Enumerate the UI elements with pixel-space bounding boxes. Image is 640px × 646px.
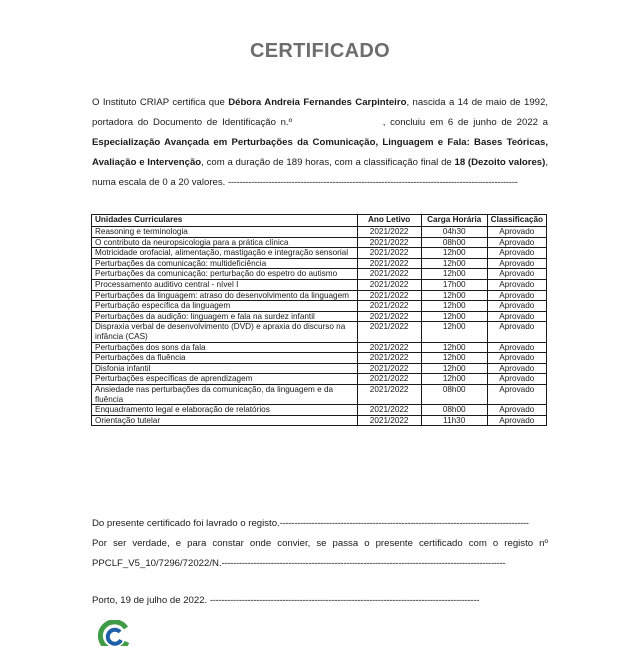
workload: 11h30 bbox=[421, 415, 487, 426]
table-row bbox=[92, 322, 547, 342]
academic-year: 2021/2022 bbox=[357, 363, 421, 374]
classification: Aprovado bbox=[487, 237, 546, 248]
unit-name: Perturbações da linguagem: atraso do desenvolvimento da linguagem bbox=[92, 290, 358, 301]
academic-year: 2021/2022 bbox=[357, 415, 421, 426]
date-place-text: Porto, 19 de julho de 2022. bbox=[92, 595, 210, 606]
academic-year: 2021/2022 bbox=[357, 248, 421, 259]
academic-year: 2021/2022 bbox=[357, 301, 421, 312]
classification: Aprovado bbox=[487, 384, 546, 404]
intro-text-3: , concluiu em 6 de junho de 2022 a bbox=[382, 117, 548, 128]
table-row bbox=[92, 363, 547, 374]
registration-dashes: -------------------------------------------------------------------------------------- bbox=[279, 518, 529, 529]
course-name: Especialização Avançada em Perturbações da Comunicação, Linguagem e Fala: Bases Teóricas, Avaliação e Intervenção bbox=[92, 137, 548, 168]
header-classification: Classificação bbox=[487, 215, 546, 227]
classification: Aprovado bbox=[487, 258, 546, 269]
academic-year: 2021/2022 bbox=[357, 322, 421, 342]
classification: Aprovado bbox=[487, 342, 546, 353]
workload: 04h30 bbox=[421, 227, 487, 238]
classification: Aprovado bbox=[487, 363, 546, 374]
academic-year: 2021/2022 bbox=[357, 290, 421, 301]
date-place bbox=[92, 591, 548, 611]
unit-name: O contributo da neuropsicologia para a prática clínica bbox=[92, 237, 358, 248]
unit-name: Ansiedade nas perturbações da comunicação, da linguagem e da fluência bbox=[92, 384, 358, 404]
curricular-units-table bbox=[91, 214, 547, 426]
table-row bbox=[92, 342, 547, 353]
date-dashes: --------------------------------------------------------------------------------------------- bbox=[209, 595, 480, 606]
unit-name: Reasoning e terminologia bbox=[92, 227, 358, 238]
academic-year: 2021/2022 bbox=[357, 227, 421, 238]
unit-name: Perturbações da comunicação: multideficiência bbox=[92, 258, 358, 269]
registration-text: Do presente certificado foi lavrado o registo. bbox=[92, 518, 280, 529]
certificate-statement bbox=[92, 93, 548, 193]
table-row bbox=[92, 353, 547, 364]
academic-year: 2021/2022 bbox=[357, 384, 421, 404]
table-row bbox=[92, 237, 547, 248]
classification: Aprovado bbox=[487, 353, 546, 364]
unit-name: Perturbações dos sons da fala bbox=[92, 342, 358, 353]
academic-year: 2021/2022 bbox=[357, 269, 421, 280]
workload: 08h00 bbox=[421, 405, 487, 416]
table-row bbox=[92, 227, 547, 238]
unit-name: Perturbações específicas de aprendizagem bbox=[92, 374, 358, 385]
academic-year: 2021/2022 bbox=[357, 405, 421, 416]
table-row bbox=[92, 279, 547, 290]
workload: 12h00 bbox=[421, 374, 487, 385]
workload: 12h00 bbox=[421, 290, 487, 301]
academic-year: 2021/2022 bbox=[357, 374, 421, 385]
unit-name: Processamento auditivo central - nível I bbox=[92, 279, 358, 290]
table-header-row bbox=[92, 215, 547, 227]
workload: 08h00 bbox=[421, 384, 487, 404]
classification: Aprovado bbox=[487, 311, 546, 322]
classification: Aprovado bbox=[487, 227, 546, 238]
certificate-title: CERTIFICADO bbox=[250, 40, 390, 62]
attestation-statement bbox=[92, 534, 548, 574]
table-body bbox=[92, 227, 547, 426]
table-row bbox=[92, 374, 547, 385]
unit-name: Perturbações da audição: linguagem e fala na surdez infantil bbox=[92, 311, 358, 322]
workload: 12h00 bbox=[421, 322, 487, 342]
classification: Aprovado bbox=[487, 415, 546, 426]
academic-year: 2021/2022 bbox=[357, 258, 421, 269]
table-row bbox=[92, 405, 547, 416]
classification: Aprovado bbox=[487, 301, 546, 312]
unit-name: Perturbações da comunicação: perturbação do espetro do autismo bbox=[92, 269, 358, 280]
intro-text-2: , nascida a 14 de maio de 1992, portadora do Documento de Identificação n.º bbox=[92, 97, 549, 128]
header-units: Unidades Curriculares bbox=[92, 215, 358, 227]
intro-text-1: O Instituto CRIAP certifica que bbox=[92, 97, 229, 108]
workload: 08h00 bbox=[421, 237, 487, 248]
table-row bbox=[92, 258, 547, 269]
table-row bbox=[92, 415, 547, 426]
unit-name: Motricidade orofacial, alimentação, mastigação e integração sensorial bbox=[92, 248, 358, 259]
registration-statement bbox=[92, 514, 548, 534]
intro-text-4: , com a duração de 189 horas, com a classificação final de bbox=[201, 157, 455, 168]
intro-dashes: ---------------------------------------------------------------------------------------------------- bbox=[228, 177, 518, 188]
unit-name: Enquadramento legal e elaboração de relatórios bbox=[92, 405, 358, 416]
table-row bbox=[92, 248, 547, 259]
academic-year: 2021/2022 bbox=[357, 237, 421, 248]
unit-name: Perturbação específica da linguagem bbox=[92, 301, 358, 312]
table-row bbox=[92, 269, 547, 280]
workload: 12h00 bbox=[421, 353, 487, 364]
attestation-dashes: -------------------------------------------------------------------------------------------------- bbox=[221, 558, 506, 569]
classification: Aprovado bbox=[487, 248, 546, 259]
classification: Aprovado bbox=[487, 405, 546, 416]
classification: Aprovado bbox=[487, 279, 546, 290]
workload: 12h00 bbox=[421, 301, 487, 312]
unit-name: Dispraxia verbal de desenvolvimento (DVD) e apraxia do discurso na infância (CAS) bbox=[92, 322, 358, 342]
classification: Aprovado bbox=[487, 269, 546, 280]
table-row bbox=[92, 301, 547, 312]
classification: Aprovado bbox=[487, 290, 546, 301]
header-year: Ano Letivo bbox=[357, 215, 421, 227]
workload: 12h00 bbox=[421, 342, 487, 353]
unit-name: Perturbações da fluência bbox=[92, 353, 358, 364]
holder-name: Débora Andreia Fernandes Carpinteiro bbox=[228, 97, 407, 108]
header-hours: Carga Horária bbox=[421, 215, 487, 227]
workload: 12h00 bbox=[421, 258, 487, 269]
table-row bbox=[92, 384, 547, 404]
classification: Aprovado bbox=[487, 322, 546, 342]
attestation-text: Por ser verdade, e para constar onde convier, se passa o presente certificado com o registo nº PPCLF_V5_10/7296/72022/N. bbox=[92, 538, 548, 569]
academic-year: 2021/2022 bbox=[357, 342, 421, 353]
workload: 12h00 bbox=[421, 248, 487, 259]
unit-name: Disfonia infantil bbox=[92, 363, 358, 374]
table-row bbox=[92, 311, 547, 322]
criap-logo-icon bbox=[96, 620, 130, 646]
final-grade: 18 (Dezoito valores) bbox=[454, 157, 546, 168]
academic-year: 2021/2022 bbox=[357, 353, 421, 364]
workload: 12h00 bbox=[421, 363, 487, 374]
workload: 12h00 bbox=[421, 269, 487, 280]
academic-year: 2021/2022 bbox=[357, 311, 421, 322]
unit-name: Orientação tutelar bbox=[92, 415, 358, 426]
workload: 17h00 bbox=[421, 279, 487, 290]
workload: 12h00 bbox=[421, 311, 487, 322]
table-row bbox=[92, 290, 547, 301]
academic-year: 2021/2022 bbox=[357, 279, 421, 290]
intro-text-5: , numa escala de 0 a 20 valores. bbox=[92, 157, 548, 188]
classification: Aprovado bbox=[487, 374, 546, 385]
